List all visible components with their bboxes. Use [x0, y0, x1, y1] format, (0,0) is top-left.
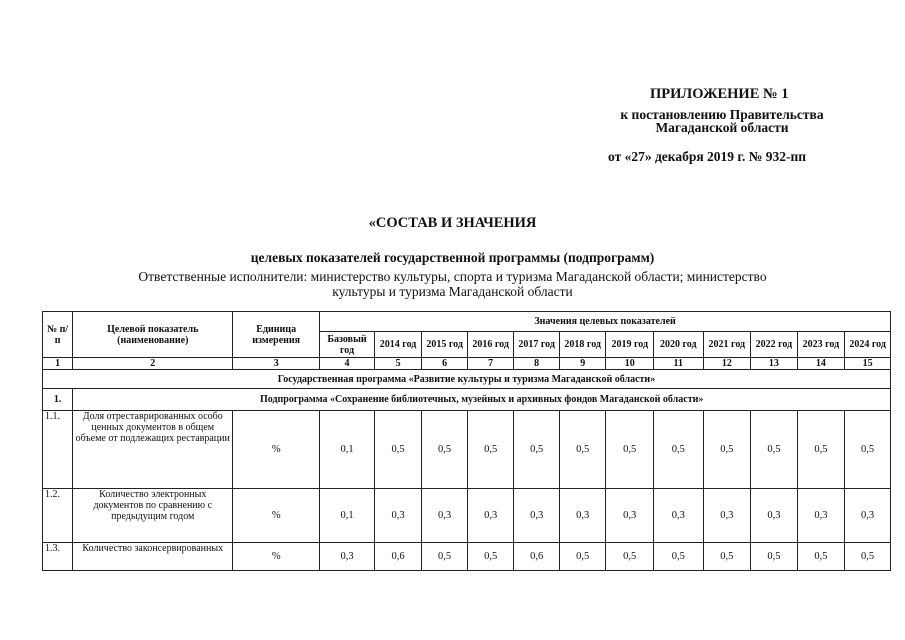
table-row	[43, 543, 891, 571]
row-value: 0,5	[654, 543, 704, 571]
header-year-3: 2016 год	[467, 332, 514, 358]
row-value: 0,3	[467, 489, 514, 543]
column-number-14: 14	[797, 358, 845, 370]
table-body	[43, 312, 891, 571]
row-value: 0,5	[606, 543, 654, 571]
column-number-2: 2	[73, 358, 233, 370]
row-value: 0,5	[703, 543, 751, 571]
row-value: 0,5	[559, 411, 606, 489]
header-num: № п/п	[43, 312, 73, 358]
row-value: 0,5	[703, 411, 751, 489]
header-year-8: 2021 год	[703, 332, 751, 358]
row-value: 0,1	[320, 411, 375, 489]
row-unit: %	[233, 411, 320, 489]
row-value: 0,3	[845, 489, 891, 543]
document-title: «СОСТАВ И ЗНАЧЕНИЯ	[368, 215, 537, 231]
header-year-4: 2017 год	[514, 332, 560, 358]
row-value: 0,6	[514, 543, 560, 571]
row-value: 0,5	[422, 411, 468, 489]
row-num: 1.3.	[43, 543, 73, 571]
column-number-9: 9	[559, 358, 606, 370]
row-value: 0,3	[514, 489, 560, 543]
row-value: 0,5	[797, 543, 845, 571]
row-value: 0,5	[845, 543, 891, 571]
row-value: 0,3	[654, 489, 704, 543]
column-number-1: 1	[43, 358, 73, 370]
subprogram-title: Подпрограмма «Сохранение библиотечных, музейных и архивных фондов Магаданской области»	[73, 389, 891, 411]
row-value: 0,3	[320, 543, 375, 571]
header-year-5: 2018 год	[559, 332, 606, 358]
table-row	[43, 489, 891, 543]
column-number-7: 7	[467, 358, 514, 370]
column-number-13: 13	[751, 358, 798, 370]
column-numbers-row	[43, 358, 891, 370]
row-value: 0,5	[422, 543, 468, 571]
header-year-11: 2024 год	[845, 332, 891, 358]
row-value: 0,5	[514, 411, 560, 489]
row-value: 0,3	[422, 489, 468, 543]
header-indicator: Целевой показатель (наименование)	[73, 312, 233, 358]
row-value: 0,5	[797, 411, 845, 489]
row-value: 0,5	[559, 543, 606, 571]
header-year-6: 2019 год	[606, 332, 654, 358]
row-value: 0,1	[320, 489, 375, 543]
column-number-11: 11	[654, 358, 704, 370]
row-value: 0,5	[467, 411, 514, 489]
row-indicator-name: Количество электронных документов по сравнению с предыдущим годом	[73, 489, 233, 543]
row-value: 0,5	[751, 543, 798, 571]
column-number-8: 8	[514, 358, 560, 370]
row-value: 0,6	[374, 543, 422, 571]
column-number-6: 6	[422, 358, 468, 370]
row-value: 0,5	[751, 411, 798, 489]
column-number-12: 12	[703, 358, 751, 370]
column-number-5: 5	[374, 358, 422, 370]
row-indicator-name: Количество законсервированных	[73, 543, 233, 571]
resolution-date: от «27» декабря 2019 г. № 932-пп	[608, 149, 807, 164]
row-value: 0,3	[606, 489, 654, 543]
row-unit: %	[233, 489, 320, 543]
program-row: Государственная программа «Развитие культуры и туризма Магаданской области»	[43, 370, 891, 389]
row-num: 1.2.	[43, 489, 73, 543]
row-value: 0,5	[374, 411, 422, 489]
responsible-executors-text: Ответственные исполнители: министерство культуры, спорта и туризма Магаданской области; министерство культуры и туризма Магаданской области	[138, 269, 767, 299]
header-year-2: 2015 год	[422, 332, 468, 358]
column-number-15: 15	[845, 358, 891, 370]
document-subtitle: целевых показателей государственной программы (подпрограмм)	[250, 250, 655, 265]
indicators-table	[42, 311, 891, 571]
responsible-executors	[0, 269, 905, 299]
column-number-3: 3	[233, 358, 320, 370]
appendix-title: ПРИЛОЖЕНИЕ № 1	[650, 86, 789, 102]
row-value: 0,3	[751, 489, 798, 543]
row-value: 0,3	[797, 489, 845, 543]
header-values-group: Значения целевых показателей	[320, 312, 891, 332]
row-value: 0,3	[559, 489, 606, 543]
row-value: 0,5	[467, 543, 514, 571]
row-value: 0,5	[845, 411, 891, 489]
row-value: 0,5	[606, 411, 654, 489]
header-unit: Единица измерения	[233, 312, 320, 358]
header-year-7: 2020 год	[654, 332, 704, 358]
column-number-4: 4	[320, 358, 375, 370]
row-num: 1.1.	[43, 411, 73, 489]
resolution-line: к постановлению Правительства Магаданской области	[620, 107, 824, 135]
column-number-10: 10	[606, 358, 654, 370]
row-value: 0,5	[654, 411, 704, 489]
row-value: 0,3	[703, 489, 751, 543]
header-year-10: 2023 год	[797, 332, 845, 358]
header-year-9: 2022 год	[751, 332, 798, 358]
header-year-1: 2014 год	[374, 332, 422, 358]
row-unit: %	[233, 543, 320, 571]
row-indicator-name: Доля отреставрированных особо ценных документов в общем объеме от подлежащих реставрации	[73, 411, 233, 489]
subprogram-num: 1.	[43, 389, 73, 411]
header-year-0: Базовый год	[320, 332, 375, 358]
row-value: 0,3	[374, 489, 422, 543]
table-row	[43, 411, 891, 489]
